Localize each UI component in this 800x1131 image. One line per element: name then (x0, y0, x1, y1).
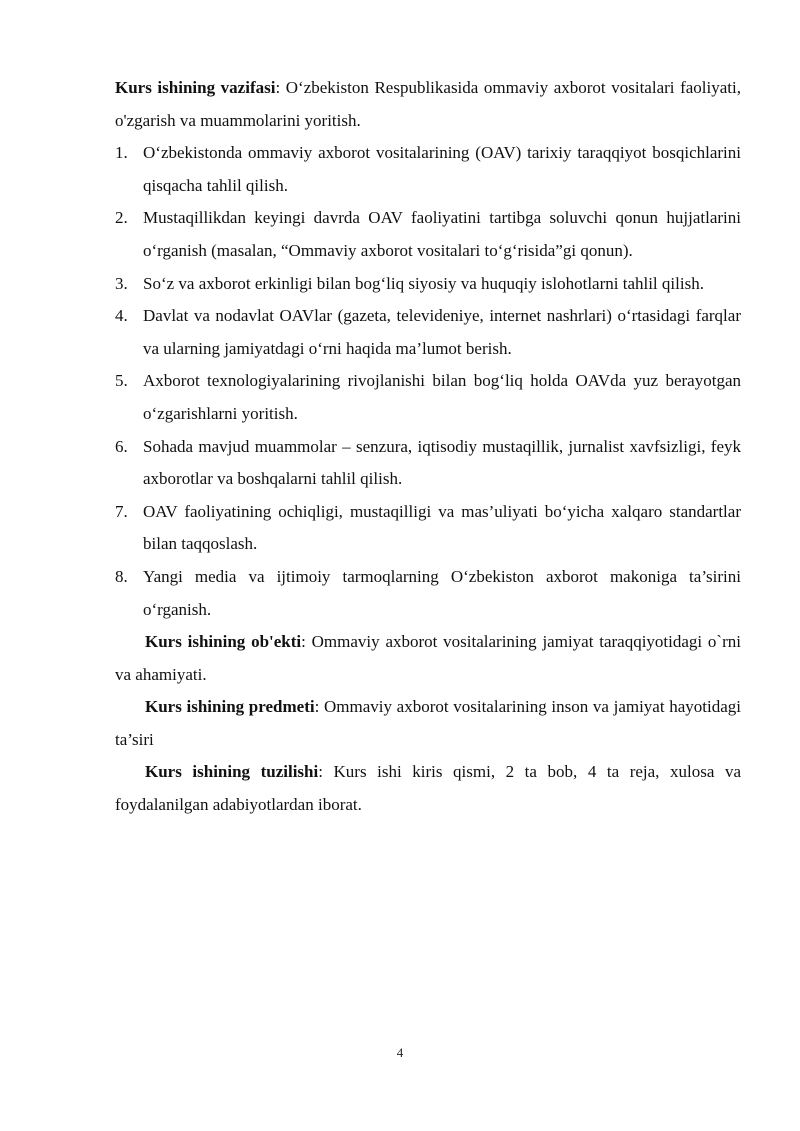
list-item-number: 7. (115, 501, 128, 521)
list-item-number: 4. (115, 306, 128, 326)
course-tasks-label: Kurs ishining vazifasi (115, 78, 276, 97)
course-structure-label: Kurs ishining tuzilishi (145, 762, 319, 782)
list-item-number: 3. (115, 273, 128, 293)
course-object-paragraph (115, 626, 741, 691)
list-item-number: 6. (115, 436, 128, 456)
tasks-list (115, 137, 741, 626)
list-item-text: Mustaqillikdan keyingi davrda OAV faoliyatini tartibga soluvchi qonun hujjatlarini o‘rganish (masalan, “Ommaviy axborot vositalari to‘g‘risida”gi qonun). (143, 208, 741, 260)
course-subject-paragraph (115, 691, 741, 756)
course-structure-text: : Kurs ishi kiris qismi, 2 ta bob, 4 ta reja, xulosa va foydalanilgan adabiyotlardan iborat. (115, 762, 741, 815)
list-item-text: OAV faoliyatining ochiqligi, mustaqilligi va mas’uliyati bo‘yicha xalqaro standartlar bilan taqqoslash. (143, 501, 741, 554)
course-subject-label: Kurs ishining predmeti (145, 697, 315, 717)
list-item-text: Davlat va nodavlat OAVlar (gazeta, televideniye, internet nashrlari) o‘rtasidagi farqlar va ularning jamiyatdagi o‘rni haqida ma’lumot berish. (143, 306, 741, 358)
course-tasks-paragraph (115, 72, 741, 137)
list-item-text: Sohada mavjud muammolar – senzura, iqtisodiy mustaqillik, jurnalist xavfsizligi, feyk axborotlar va boshqalarni tahlil qilish. (143, 436, 741, 489)
list-item-number: 8. (115, 566, 128, 586)
list-item-number: 1. (115, 143, 128, 163)
list-item-text: O‘zbekistonda ommaviy axborot vositalarining (OAV) tarixiy taraqqiyot bosqichlarini qisqacha tahlil qilish. (143, 143, 741, 195)
list-item-text: Axborot texnologiyalarining rivojlanishi bilan bog‘liq holda OAVda yuz berayotgan o‘zgarishlarni yoritish. (143, 371, 741, 423)
list-item (115, 268, 741, 301)
course-object-text: : Ommaviy axborot vositalarining jamiyat taraqqiyotidagi o`rni va ahamiyati. (115, 632, 741, 684)
course-structure-paragraph (115, 756, 741, 821)
list-item-number: 2. (115, 208, 128, 228)
list-item-text: So‘z va axborot erkinligi bilan bog‘liq siyosiy va huquqiy islohotlarni tahlil qilish. (143, 273, 704, 293)
list-item-number: 5. (115, 371, 128, 391)
page-number: 4 (396, 1045, 404, 1060)
list-item (115, 137, 741, 202)
list-item (115, 365, 741, 430)
list-item-text: Yangi media va ijtimoiy tarmoqlarning O‘zbekiston axborot makoniga ta’sirini o‘rganish. (143, 566, 741, 619)
list-item (115, 431, 741, 496)
course-subject-text: : Ommaviy axborot vositalarining inson va jamiyat hayotidagi ta’siri (115, 697, 741, 749)
list-item (115, 202, 741, 267)
list-item (115, 300, 741, 365)
course-object-label: Kurs ishining ob'ekti (145, 632, 302, 652)
list-item (115, 496, 741, 561)
document-page (115, 72, 741, 822)
list-item (115, 561, 741, 626)
course-tasks-text: : O‘zbekiston Respublikasida ommaviy axborot vositalari faoliyati, o'zgarish va muammolarini yoritish. (115, 78, 741, 130)
